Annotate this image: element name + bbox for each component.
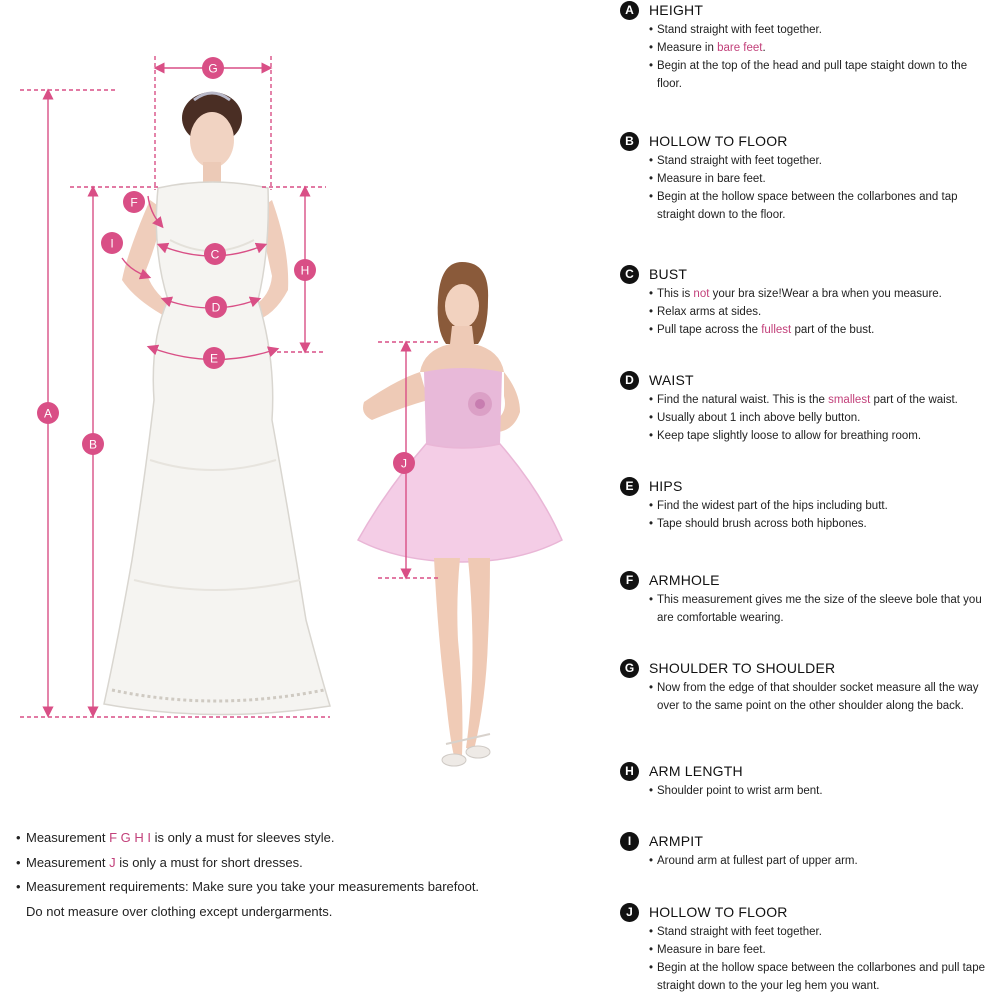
- instr-title: HIPS: [649, 478, 683, 494]
- marker-b-label: B: [88, 437, 98, 452]
- instr-list: [649, 923, 992, 995]
- text-run: Find the widest part of the hips including butt.: [657, 500, 888, 512]
- marker-j-label: J: [401, 456, 407, 471]
- instr-item: [649, 152, 992, 170]
- instr-item: [649, 57, 992, 93]
- instr-item: [649, 188, 992, 224]
- text-run: Measurement: [26, 830, 110, 845]
- instr-header: [620, 658, 992, 678]
- instr-item: [649, 591, 992, 627]
- text-run: Stand straight with feet together.: [657, 155, 822, 167]
- marker-d: [205, 296, 227, 318]
- marker-h: [294, 259, 316, 281]
- instr-list: [649, 679, 992, 715]
- instr-item: [649, 782, 992, 800]
- instr-header: [620, 476, 992, 496]
- instr-title: ARMPIT: [649, 833, 704, 849]
- text-run: Around arm at fullest part of upper arm.: [657, 855, 858, 867]
- instr-list: [649, 21, 992, 93]
- marker-g: [202, 57, 224, 79]
- letter-badge: B: [620, 132, 639, 151]
- letter-badge: H: [620, 762, 639, 781]
- text-run: Begin at the top of the head and pull tape staight down to the floor.: [657, 60, 968, 90]
- text-run: is only a must for short dresses.: [115, 854, 303, 870]
- text-run: your bra size!Wear a bra when you measure.: [709, 288, 942, 300]
- measurement-illustration: [0, 0, 600, 800]
- instr-item: [649, 679, 992, 715]
- instr-hollow-to-floor: [620, 131, 992, 224]
- note-line: [16, 851, 576, 876]
- instr-height: [620, 0, 992, 93]
- letter-badge: D: [620, 371, 639, 390]
- text-run: Find the natural waist. This is the: [657, 394, 829, 406]
- instr-hips: [620, 476, 992, 533]
- instr-header: [620, 131, 992, 151]
- highlight-text: F G H I: [109, 830, 151, 845]
- text-run: This measurement gives me the size of the sleeve bole that you are comfortable wearing.: [657, 594, 982, 624]
- marker-d-label: D: [211, 300, 221, 315]
- text-run: Do not measure over clothing except undergarments.: [26, 903, 333, 919]
- instr-title: HOLLOW TO FLOOR: [649, 133, 788, 149]
- marker-i-label: I: [110, 236, 114, 251]
- instr-armhole: [620, 570, 992, 627]
- instr-item: [649, 515, 992, 533]
- text-run: .: [762, 42, 766, 54]
- marker-g-label: G: [208, 61, 218, 76]
- highlight-text: fullest: [761, 324, 792, 336]
- instr-title: ARM LENGTH: [649, 763, 743, 779]
- instr-item: [649, 852, 992, 870]
- instr-hollow-to-hem: [620, 902, 992, 995]
- bullet-icon: •: [16, 879, 21, 894]
- instr-title: HOLLOW TO FLOOR: [649, 904, 788, 920]
- text-run: Measure in bare feet.: [657, 173, 766, 185]
- marker-e: [203, 347, 225, 369]
- instr-list: [649, 591, 992, 627]
- marker-c: [204, 243, 226, 265]
- instr-item: [649, 321, 992, 339]
- highlight-text: J: [109, 854, 116, 870]
- instr-title: BUST: [649, 266, 688, 282]
- instr-item: [649, 39, 992, 57]
- marker-a: [37, 402, 59, 424]
- text-run: part of the bust.: [791, 324, 875, 336]
- instr-title: HEIGHT: [649, 2, 704, 18]
- bride-figure: [104, 92, 330, 715]
- instr-item: [649, 285, 992, 303]
- text-run: Measurement: [26, 854, 110, 870]
- text-run: Tape should brush across both hipbones.: [657, 518, 867, 530]
- letter-badge: F: [620, 571, 639, 590]
- marker-j: [393, 452, 415, 474]
- instr-list: [649, 391, 992, 445]
- instr-header: [620, 370, 992, 390]
- instr-item: [649, 391, 992, 409]
- text-run: Measure in: [657, 42, 718, 54]
- marker-b: [82, 433, 104, 455]
- instr-title: ARMHOLE: [649, 572, 720, 588]
- instr-item: [649, 497, 992, 515]
- letter-badge: J: [620, 903, 639, 922]
- text-run: Usually about 1 inch above belly button.: [657, 412, 861, 424]
- instr-list: [649, 782, 992, 800]
- letter-badge: G: [620, 659, 639, 678]
- note-line: [16, 826, 576, 851]
- instr-header: [620, 831, 992, 851]
- text-run: Measurement requirements: Make sure you take your measurements barefoot.: [26, 879, 480, 894]
- marker-a-label: A: [43, 406, 53, 421]
- text-run: Relax arms at sides.: [657, 306, 762, 318]
- highlight-text: smallest: [828, 394, 871, 406]
- text-run: Measure in bare feet.: [657, 944, 766, 956]
- text-run: Keep tape slightly loose to allow for breathing room.: [657, 430, 922, 442]
- note-line: [16, 875, 576, 900]
- instr-header: [620, 264, 992, 284]
- text-run: Stand straight with feet together.: [657, 926, 822, 938]
- text-run: This is: [657, 288, 694, 300]
- instr-list: [649, 852, 992, 870]
- letter-badge: A: [620, 1, 639, 20]
- text-run: Begin at the hollow space between the collarbones and tap straight down to the floor.: [657, 191, 958, 221]
- instr-arm-length: [620, 761, 992, 800]
- text-run: is only a must for sleeves style.: [150, 830, 335, 845]
- instr-item: [649, 923, 992, 941]
- instr-shoulder-to-shoulder: [620, 658, 992, 715]
- short-dress-figure: [358, 262, 562, 766]
- instr-list: [649, 152, 992, 224]
- text-run: Pull tape across the: [657, 324, 762, 336]
- instr-item: [649, 303, 992, 321]
- instr-list: [649, 285, 992, 339]
- instr-item: [649, 170, 992, 188]
- text-run: Shoulder point to wrist arm bent.: [657, 785, 823, 797]
- marker-c-label: C: [210, 247, 220, 262]
- note-line: [16, 900, 576, 925]
- marker-e-label: E: [209, 351, 219, 366]
- instr-item: [649, 21, 992, 39]
- text-run: Stand straight with feet together.: [657, 24, 822, 36]
- bullet-icon: •: [16, 854, 21, 870]
- marker-h-label: H: [300, 263, 310, 278]
- instr-title: WAIST: [649, 372, 694, 388]
- highlight-text: bare feet: [717, 42, 763, 54]
- instr-waist: [620, 370, 992, 445]
- letter-badge: I: [620, 832, 639, 851]
- instr-list: [649, 497, 992, 533]
- text-run: Now from the edge of that shoulder socket measure all the way over to the same point on the other shoulder along the back.: [657, 682, 979, 712]
- letter-badge: C: [620, 265, 639, 284]
- instr-item: [649, 941, 992, 959]
- marker-f-label: F: [130, 195, 138, 210]
- measurement-notes: [16, 826, 576, 924]
- marker-f: [123, 191, 145, 213]
- instr-item: [649, 959, 992, 995]
- bullet-icon: •: [16, 830, 21, 845]
- instr-title: SHOULDER TO SHOULDER: [649, 660, 836, 676]
- text-run: part of the waist.: [870, 394, 958, 406]
- instr-armpit: [620, 831, 992, 870]
- instr-header: [620, 761, 992, 781]
- instr-item: [649, 427, 992, 445]
- instr-item: [649, 409, 992, 427]
- letter-badge: E: [620, 477, 639, 496]
- text-run: Begin at the hollow space between the collarbones and pull tape straight down to the your leg hem you want.: [657, 962, 985, 992]
- marker-i: [101, 232, 123, 254]
- instr-header: [620, 0, 992, 20]
- instr-bust: [620, 264, 992, 339]
- instr-header: [620, 902, 992, 922]
- instr-header: [620, 570, 992, 590]
- highlight-text: not: [693, 288, 710, 300]
